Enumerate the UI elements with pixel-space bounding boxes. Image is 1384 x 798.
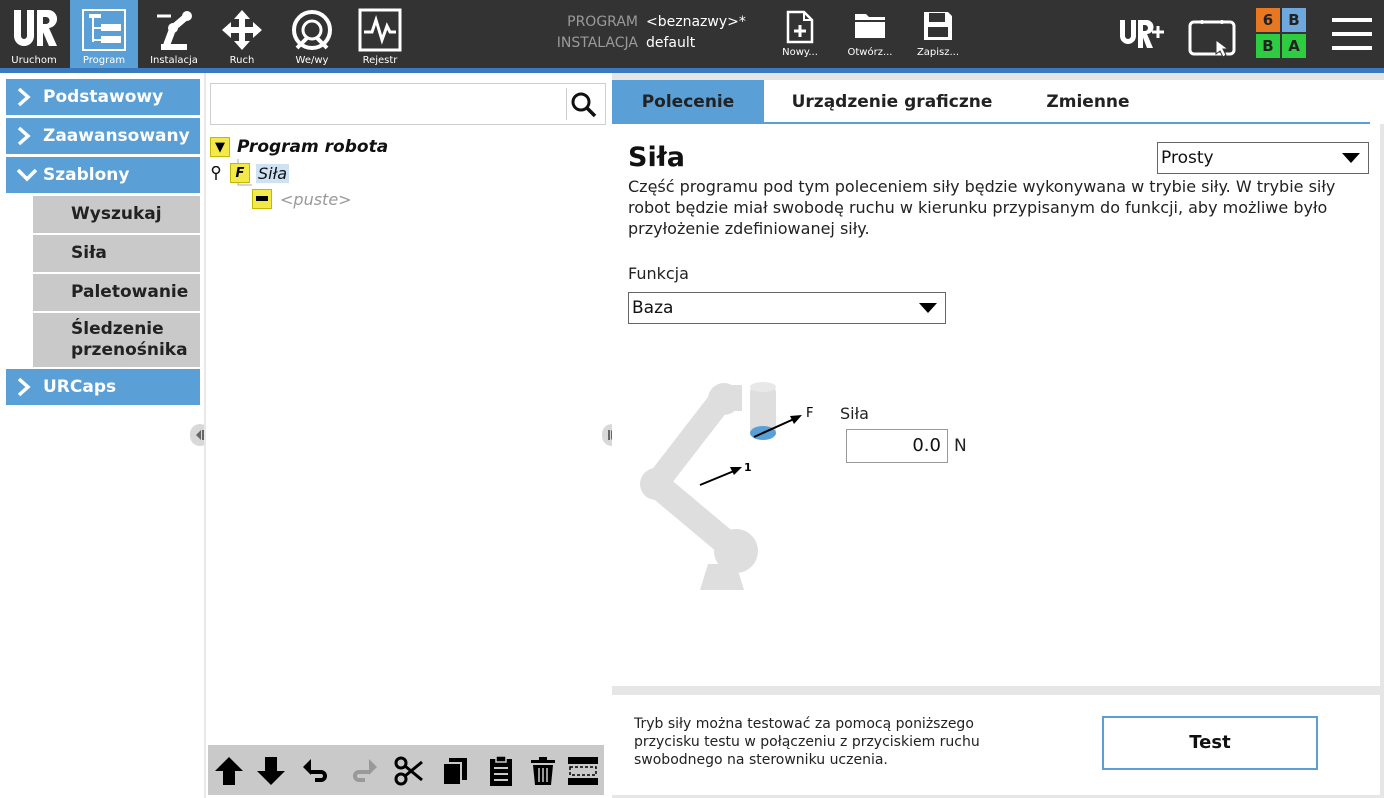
copy-icon [441, 756, 469, 786]
axis-direction-arrow [700, 471, 734, 485]
force-node-icon: F [230, 163, 250, 183]
collapse-triangle-icon[interactable]: ▼ [210, 137, 230, 157]
urcap-plus-icon[interactable] [1118, 18, 1166, 50]
open-button[interactable] [836, 0, 904, 68]
undo-icon [301, 757, 333, 785]
suppress-icon [567, 756, 599, 786]
arrow-up-icon [213, 755, 245, 787]
tab-command-label: Polecenie [641, 92, 735, 112]
top-bar [0, 0, 1384, 68]
nav-run-button[interactable] [0, 0, 68, 68]
program-tree-panel [204, 73, 608, 798]
tree-root-label: Program robota [237, 137, 389, 157]
delete-button[interactable] [526, 754, 560, 788]
suppress-button[interactable] [566, 754, 600, 788]
program-name: <beznazwy>* [646, 14, 746, 30]
force-arrowhead [790, 415, 802, 424]
command-panel [612, 73, 1384, 798]
category-templates[interactable] [6, 157, 200, 193]
force-input[interactable]: 0.0 [846, 429, 948, 463]
category-urcaps-label: URCaps [43, 377, 117, 397]
tree-root-row[interactable] [210, 135, 388, 159]
save-label: Zapisz... [916, 47, 960, 58]
mode-dropdown-value: Prosty [1161, 148, 1214, 168]
redo-icon [347, 757, 379, 785]
force-unit: N [954, 436, 967, 456]
template-conveyor-tracking-label: Śledzenie przenośnika [71, 319, 188, 360]
tree-search-input[interactable] [215, 88, 555, 120]
test-button[interactable]: Test [1102, 716, 1318, 770]
redo-button[interactable] [346, 754, 380, 788]
dropdown-arrow-icon [1342, 153, 1360, 163]
tree-toolbar [208, 745, 604, 795]
search-separator [566, 88, 567, 120]
tab-command[interactable] [612, 80, 764, 124]
nav-move-button[interactable] [208, 0, 276, 68]
tab-graphics[interactable] [772, 80, 1012, 124]
nav-run-label: Uruchom [11, 55, 57, 66]
chevron-down-icon [16, 167, 38, 183]
tree-empty-label: <puste> [280, 189, 352, 209]
trash-icon [530, 756, 556, 786]
category-advanced[interactable] [6, 118, 200, 154]
command-tabs [612, 80, 1384, 124]
nav-log-button[interactable] [346, 0, 414, 68]
command-description: Część programu pod tym poleceniem siły będzie wykonywana w trybie siły. W trybie siły robot będzie miał swobodę ruchu w kierunku przypisanym do funkcji, aby możliwe było przyłożenie zdefiniowanej siły. [628, 177, 1336, 238]
feature-dropdown-value: Baza [632, 298, 674, 318]
installation-label: INSTALACJA [556, 35, 638, 51]
nav-program-label: Program [82, 55, 126, 66]
tab-variables[interactable] [1028, 80, 1148, 124]
page-title: Siła [628, 142, 685, 173]
hamburger-menu-icon[interactable] [1330, 16, 1374, 52]
template-force[interactable] [33, 235, 200, 272]
force-diagram-label: F [806, 406, 814, 421]
template-search-label: Wyszukaj [71, 204, 162, 224]
template-force-label: Siła [71, 243, 107, 263]
search-icon[interactable] [571, 92, 597, 118]
copy-button[interactable] [438, 754, 472, 788]
status-cell-tl: 6 [1256, 8, 1280, 32]
save-icon [922, 10, 954, 42]
new-button[interactable] [766, 0, 834, 68]
status-cell-tr: B [1282, 8, 1306, 32]
undo-button[interactable] [300, 754, 334, 788]
status-cell-bl: B [1256, 34, 1280, 58]
template-palletizing-label: Paletowanie [71, 282, 189, 302]
tree-search[interactable] [210, 83, 606, 125]
tree-node-force-row[interactable] [230, 161, 289, 185]
category-templates-label: Szablony [43, 165, 130, 185]
new-label: Nowy... [782, 47, 818, 58]
test-section [612, 695, 1380, 795]
nav-log-label: Rejestr [362, 55, 398, 66]
axis-diagram-label: 1 [744, 461, 752, 474]
tab-variables-label: Zmienne [1046, 92, 1130, 112]
template-conveyor-tracking[interactable] [33, 313, 200, 367]
category-basic-label: Podstawowy [43, 87, 164, 107]
io-icon [289, 8, 335, 52]
force-label: Siła [840, 404, 869, 423]
move-arrows-icon [219, 8, 265, 52]
nav-move-label: Ruch [229, 55, 255, 66]
cut-button[interactable] [392, 754, 426, 788]
move-up-button[interactable] [212, 754, 246, 788]
chevron-right-icon [16, 87, 32, 107]
tree-empty-row[interactable] [252, 187, 352, 211]
tab-graphics-label: Urządzenie graficzne [791, 92, 993, 112]
move-down-button[interactable] [254, 754, 288, 788]
ur-logo-icon [10, 8, 58, 48]
new-file-icon [786, 10, 814, 44]
status-cell-br: A [1282, 34, 1306, 58]
template-palletizing[interactable] [33, 274, 200, 311]
open-folder-icon [853, 10, 887, 40]
program-info [548, 12, 746, 54]
chevron-right-icon [16, 126, 32, 146]
open-label: Otwórz... [847, 47, 893, 58]
nav-program-button[interactable] [70, 0, 138, 68]
dropdown-arrow-icon [919, 303, 937, 313]
mode-dropdown[interactable] [1157, 142, 1369, 174]
program-label: PROGRAM [567, 14, 638, 30]
nav-installation-button[interactable] [140, 0, 208, 68]
chevron-right-icon [16, 377, 32, 397]
category-advanced-label: Zaawansowany [43, 126, 190, 146]
robot-force-diagram [632, 379, 832, 619]
command-sidebar [0, 73, 204, 798]
safety-checksum-indicator[interactable] [1256, 8, 1308, 60]
feature-label: Funkcja [628, 264, 689, 283]
clipboard-icon [488, 755, 514, 787]
test-description: Tryb siły można testować za pomocą poniższego przycisku testu w połączeniu z przyciskiem ruchu swobodnego na sterowniku uczenia. [634, 716, 980, 768]
template-search[interactable] [33, 196, 200, 233]
nav-io-button[interactable] [278, 0, 346, 68]
paste-button[interactable] [484, 754, 518, 788]
arrow-down-icon [255, 755, 287, 787]
save-button[interactable] [904, 0, 972, 68]
program-tree-icon [81, 8, 127, 52]
nav-io-label: We/wy [295, 55, 329, 66]
scissors-icon [394, 756, 424, 786]
installation-name: default [646, 35, 696, 51]
category-basic[interactable] [6, 79, 200, 115]
teach-pendant-icon[interactable] [1188, 18, 1238, 60]
empty-slot-icon [252, 189, 272, 209]
nav-installation-label: Instalacja [150, 55, 198, 66]
log-icon [357, 8, 403, 52]
robot-arm-icon [151, 8, 197, 52]
feature-dropdown[interactable] [628, 292, 946, 324]
robot-arm-illustration [640, 382, 776, 590]
breakpoint-pin-icon [211, 166, 221, 180]
category-urcaps[interactable] [6, 369, 200, 405]
tree-node-force-label: Siła [258, 163, 287, 183]
command-content [612, 124, 1380, 686]
